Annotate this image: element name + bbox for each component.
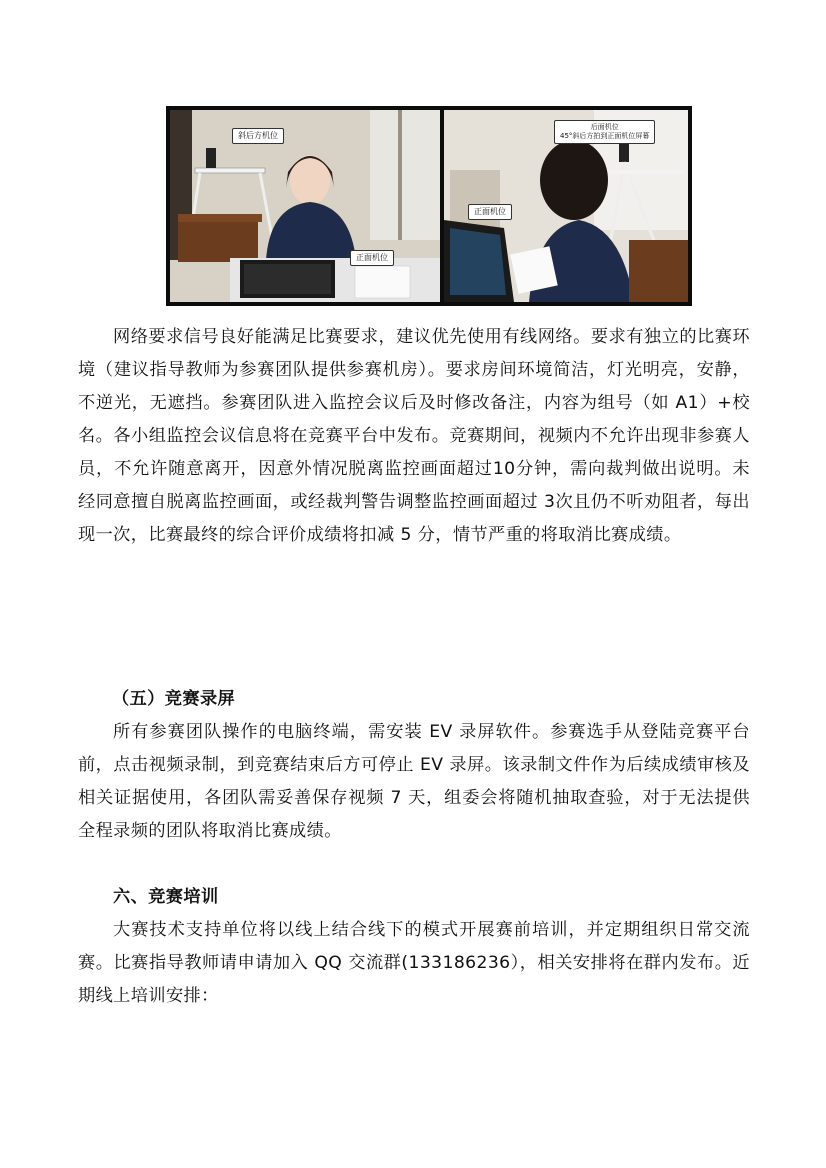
camera-label-rear-oblique: 斜后方机位 — [232, 128, 284, 144]
section-heading-recording: （五）竞赛录屏 — [112, 689, 236, 709]
section-heading-training: 六、竞赛培训 — [113, 887, 219, 907]
camera-label-rear-line1: 后面机位 — [590, 123, 619, 131]
left-scene-illustration — [170, 110, 440, 302]
training-paragraph: 大赛技术支持单位将以线上结合线下的模式开展赛前培训，并定期组织日常交流赛。比赛指导教师请申请加入 QQ 交流群(133186236），相关安排将在群内发布。近期线上培训安排： — [78, 920, 750, 1006]
photo-right-panel — [444, 110, 688, 302]
monitoring-setup-photo — [166, 106, 692, 306]
network-requirements-paragraph: 网络要求信号良好能满足比赛要求，建议优先使用有线网络。要求有独立的比赛环境（建议指导教师为参赛团队提供参赛机房）。要求房间环境简洁，灯光明亮，安静，不逆光，无遮挡。参赛团队进入监控会议后及时修改备注，内容为组号（如 A1）+校名。各小组监控会议信息将在竞赛平台中发布。竞赛期间，视频内不允许出现非参赛人员，不允许随意离开，因意外情况脱离监控画面超过10分钟，需向裁判做出说明。未经同意擅自脱离监控画面，或经裁判警告调整监控画面超过 3次且仍不听劝阻者，每出现一次，比赛最终的综合评价成绩将扣减 5 分，情节严重的将取消比赛成绩。 — [78, 327, 750, 545]
camera-label-rear — [554, 120, 655, 144]
camera-label-front: 正面机位 — [350, 250, 394, 266]
camera-label-front-right: 正面机位 — [468, 204, 512, 220]
camera-label-rear-line2: 45°斜后方拍到正面机位屏幕 — [560, 131, 650, 140]
recording-paragraph: 所有参赛团队操作的电脑终端，需安装 EV 录屏软件。参赛选手从登陆竞赛平台前，点击视频录制，到竞赛结束后方可停止 EV 录屏。该录制文件作为后续成绩审核及相关证据使用，各团队需妥善保存视频 7 天，组委会将随机抽取查验，对于无法提供全程录频的团队将取消比赛成绩。 — [78, 722, 750, 841]
photo-left-panel — [170, 110, 440, 302]
